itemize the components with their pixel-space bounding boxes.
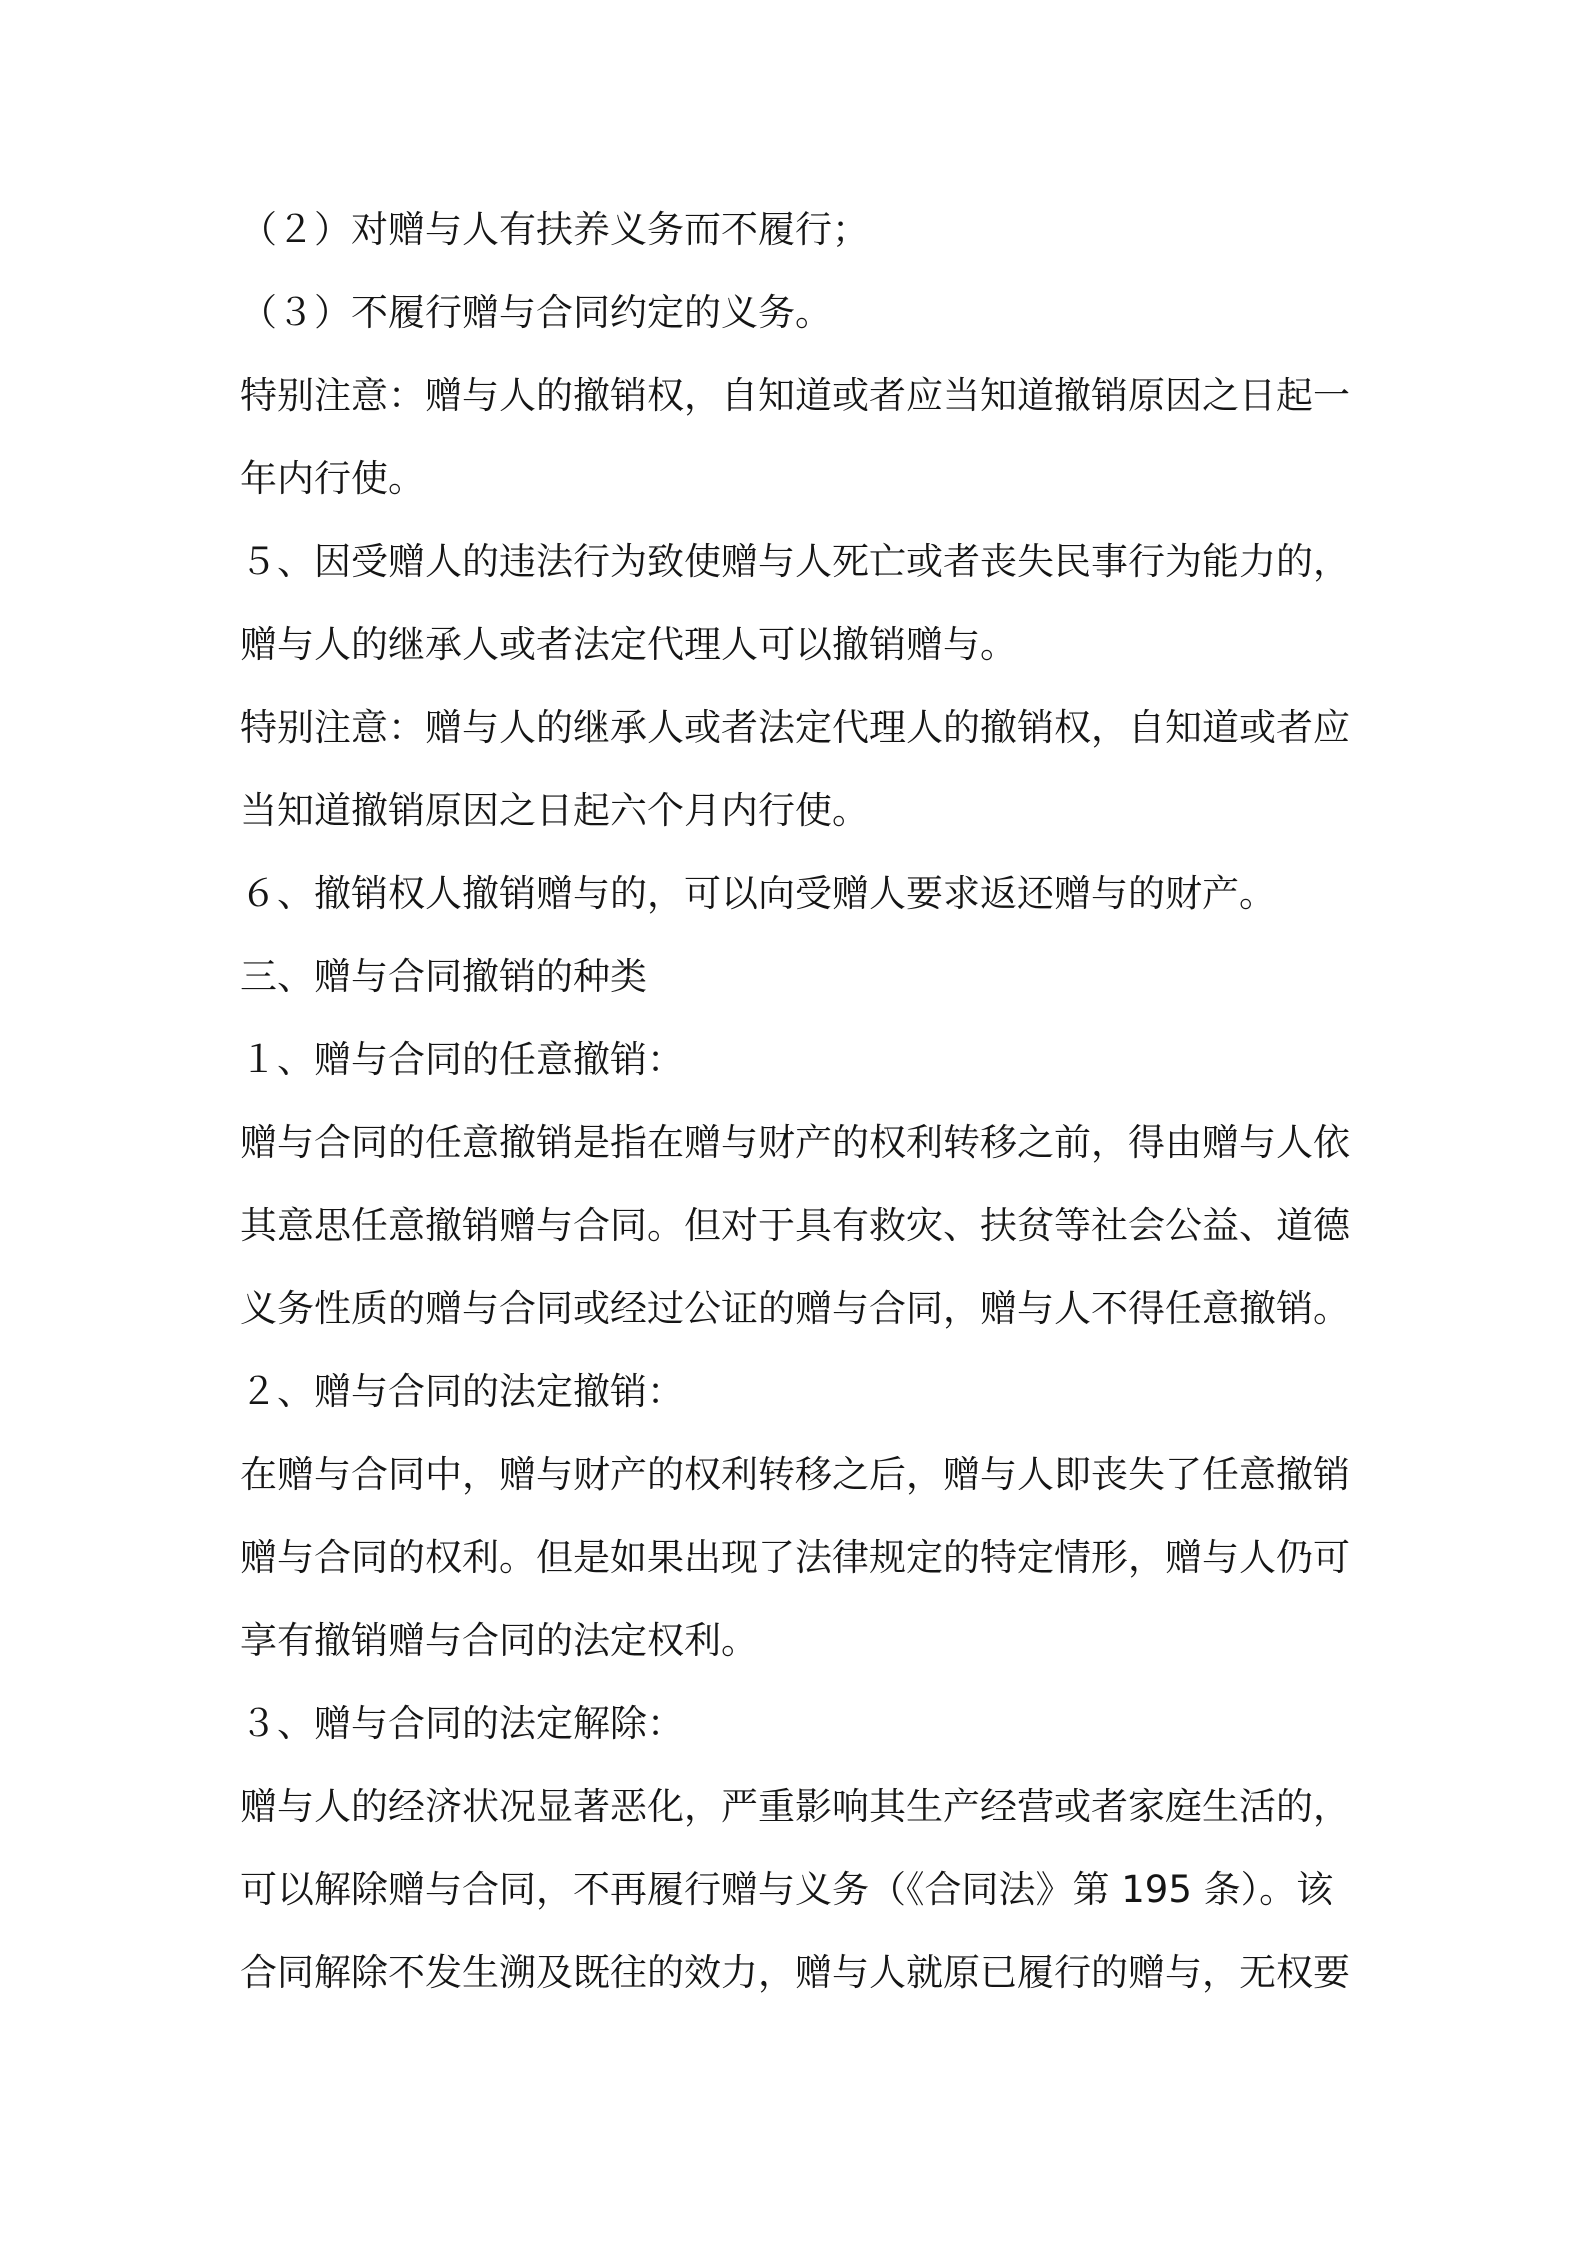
text-line: 在赠与合同中，赠与财产的权利转移之后，赠与人即丧失了任意撤销	[240, 1453, 1350, 1496]
text-line: 可以解除赠与合同，不再履行赠与义务（《合同法》第 195 条）。该	[240, 1868, 1334, 1911]
text-line: （３）不履行赠与合同约定的义务。	[240, 291, 832, 334]
text-line: ５、因受赠人的违法行为致使赠与人死亡或者丧失民事行为能力的，	[240, 540, 1350, 583]
subsection-heading: １、赠与合同的任意撤销：	[240, 1038, 684, 1081]
text-line: 特别注意：赠与人的继承人或者法定代理人的撤销权，自知道或者应	[240, 706, 1350, 749]
text-line: 合同解除不发生溯及既往的效力，赠与人就原已履行的赠与，无权要	[240, 1951, 1350, 1994]
text-line: 年内行使。	[240, 457, 425, 500]
text-line: 享有撤销赠与合同的法定权利。	[240, 1619, 758, 1662]
text-line: 赠与人的经济状况显著恶化，严重影响其生产经营或者家庭生活的，	[240, 1785, 1350, 1828]
section-heading: 三、赠与合同撤销的种类	[240, 955, 647, 998]
text-line: 特别注意：赠与人的撤销权，自知道或者应当知道撤销原因之日起一	[240, 374, 1350, 417]
text-line: 义务性质的赠与合同或经过公证的赠与合同，赠与人不得任意撤销。	[240, 1287, 1350, 1330]
subsection-heading: ３、赠与合同的法定解除：	[240, 1702, 684, 1745]
subsection-heading: ２、赠与合同的法定撤销：	[240, 1370, 684, 1413]
text-line: 当知道撤销原因之日起六个月内行使。	[240, 789, 869, 832]
text-line: 赠与合同的权利。但是如果出现了法律规定的特定情形，赠与人仍可	[240, 1536, 1350, 1579]
text-line: （２）对赠与人有扶养义务而不履行；	[240, 208, 869, 251]
text-line: ６、撤销权人撤销赠与的，可以向受赠人要求返还赠与的财产。	[240, 872, 1276, 915]
text-line: 其意思任意撤销赠与合同。但对于具有救灾、扶贫等社会公益、道德	[240, 1204, 1350, 1247]
text-line: 赠与人的继承人或者法定代理人可以撤销赠与。	[240, 623, 1017, 666]
text-line: 赠与合同的任意撤销是指在赠与财产的权利转移之前，得由赠与人依	[240, 1121, 1350, 1164]
